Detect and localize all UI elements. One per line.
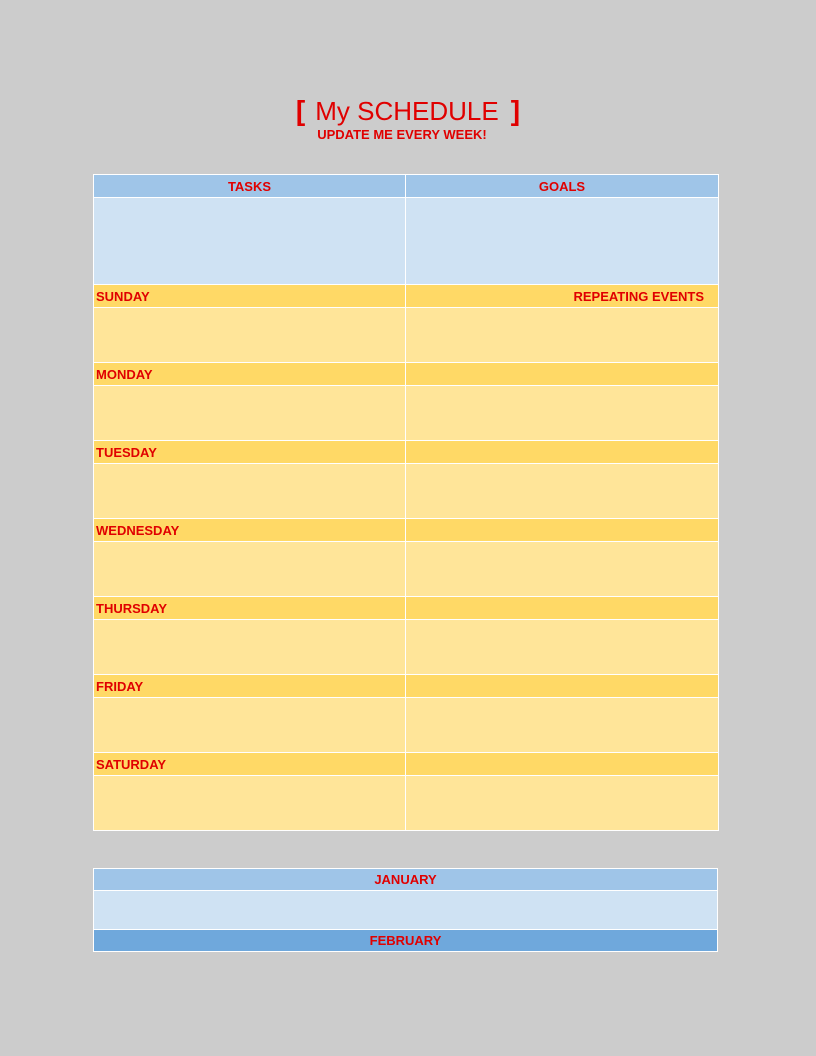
thursday-header-cell	[406, 597, 719, 620]
goals-cell[interactable]	[406, 198, 719, 285]
day-label-monday: MONDAY	[94, 363, 406, 386]
repeating-events-header: REPEATING EVENTS	[406, 285, 719, 308]
saturday-tasks-cell[interactable]	[94, 776, 406, 831]
friday-header-cell	[406, 675, 719, 698]
month-header-january: JANUARY	[94, 869, 718, 891]
page-subtitle: UPDATE ME EVERY WEEK!	[317, 127, 487, 142]
day-label-friday: FRIDAY	[94, 675, 406, 698]
friday-tasks-cell[interactable]	[94, 698, 406, 753]
day-label-wednesday: WEDNESDAY	[94, 519, 406, 542]
month-table	[93, 868, 718, 952]
month-body-january[interactable]	[94, 891, 718, 930]
day-label-saturday: SATURDAY	[94, 753, 406, 776]
saturday-events-cell[interactable]	[406, 776, 719, 831]
wednesday-tasks-cell[interactable]	[94, 542, 406, 597]
day-label-sunday: SUNDAY	[94, 285, 406, 308]
goals-header: GOALS	[406, 175, 719, 198]
monday-tasks-cell[interactable]	[94, 386, 406, 441]
day-label-thursday: THURSDAY	[94, 597, 406, 620]
wednesday-events-cell[interactable]	[406, 542, 719, 597]
sunday-events-cell[interactable]	[406, 308, 719, 363]
tasks-header: TASKS	[94, 175, 406, 198]
title-text: My SCHEDULE	[315, 96, 499, 126]
wednesday-header-cell	[406, 519, 719, 542]
thursday-events-cell[interactable]	[406, 620, 719, 675]
monday-header-cell	[406, 363, 719, 386]
title-bracket-left: [	[295, 95, 306, 126]
tasks-cell[interactable]	[94, 198, 406, 285]
tuesday-events-cell[interactable]	[406, 464, 719, 519]
friday-events-cell[interactable]	[406, 698, 719, 753]
month-header-february: FEBRUARY	[94, 930, 718, 952]
tuesday-header-cell	[406, 441, 719, 464]
page-title	[0, 94, 816, 128]
thursday-tasks-cell[interactable]	[94, 620, 406, 675]
monday-events-cell[interactable]	[406, 386, 719, 441]
schedule-table	[93, 174, 719, 831]
title-bracket-right: ]	[510, 95, 521, 126]
tuesday-tasks-cell[interactable]	[94, 464, 406, 519]
sunday-tasks-cell[interactable]	[94, 308, 406, 363]
day-label-tuesday: TUESDAY	[94, 441, 406, 464]
saturday-header-cell	[406, 753, 719, 776]
